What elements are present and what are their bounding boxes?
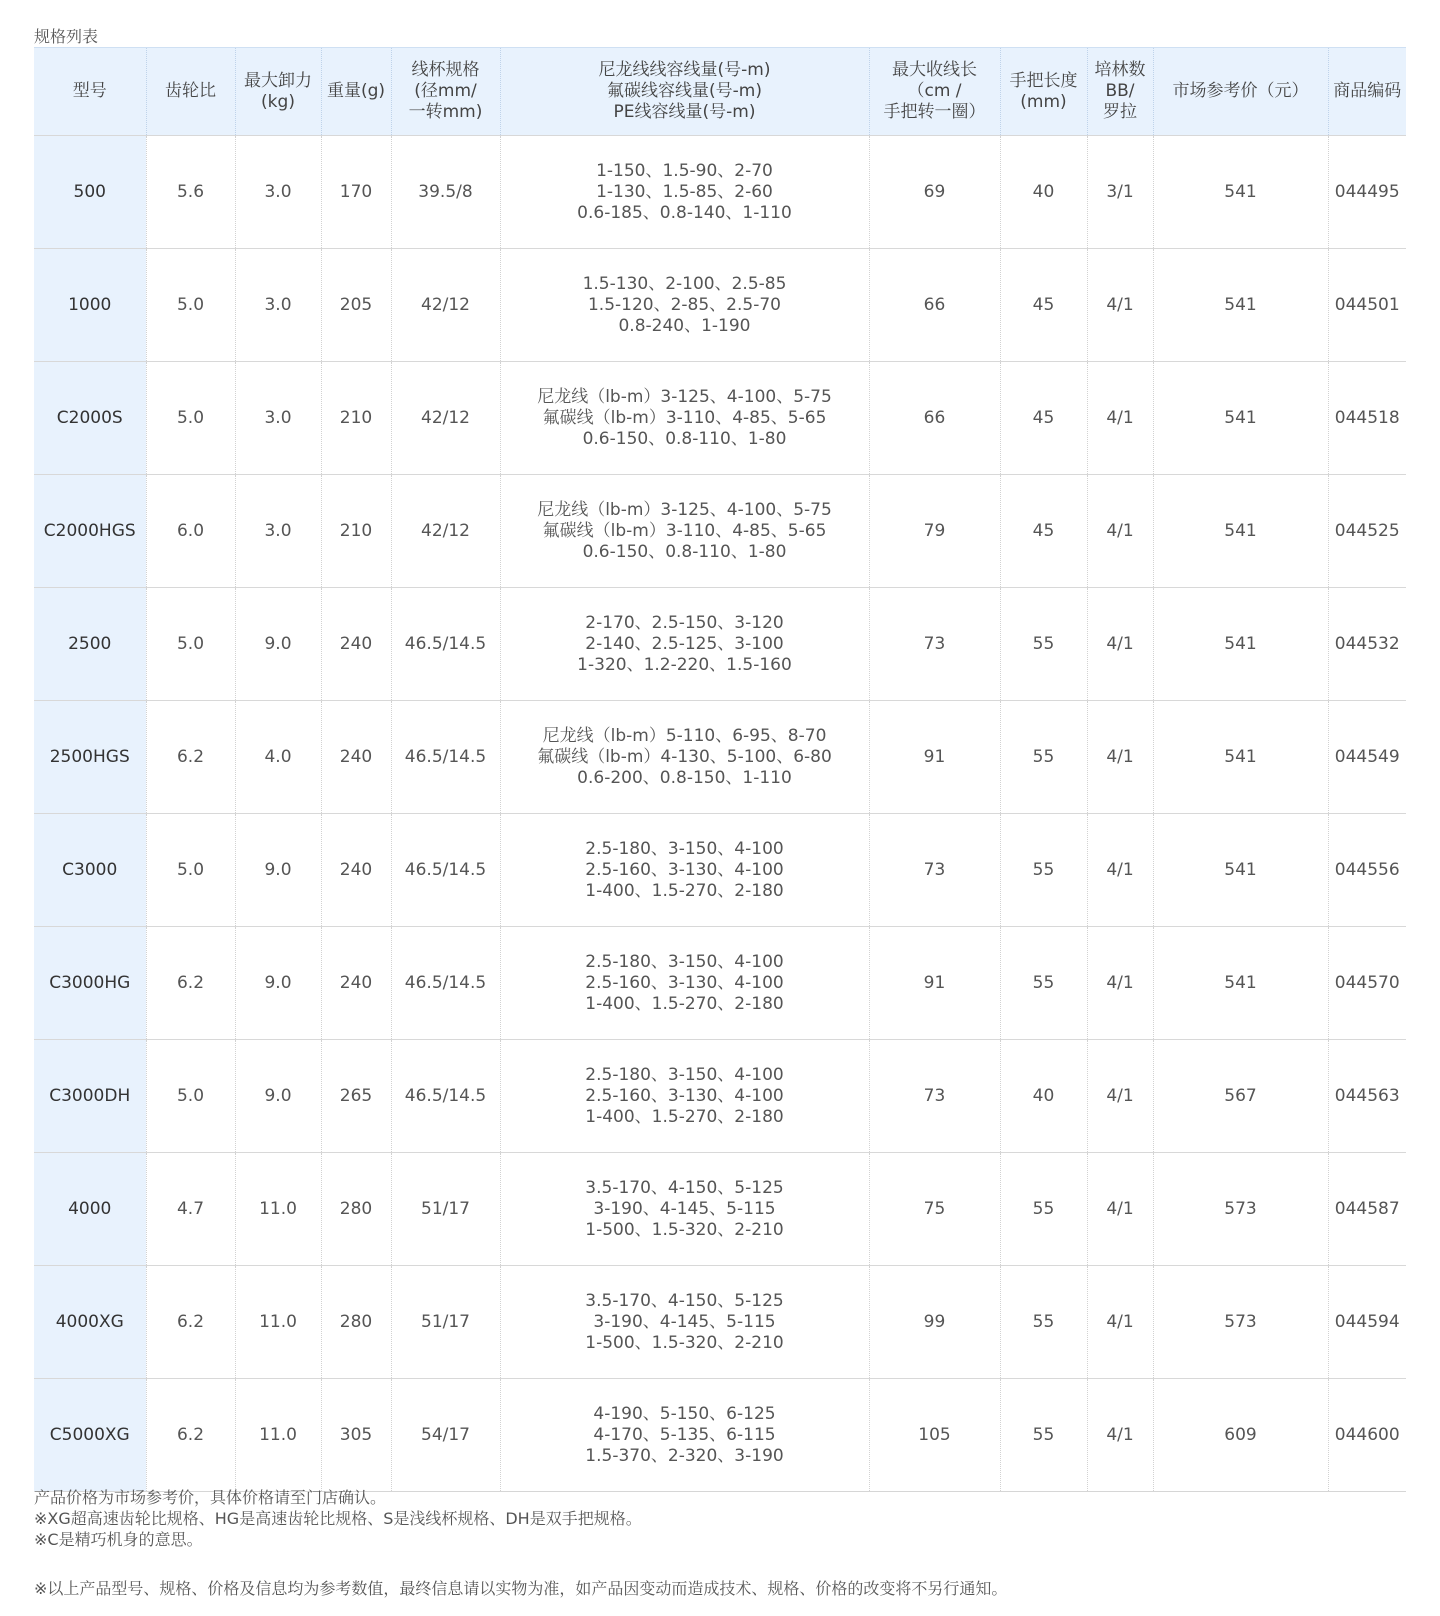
column-header-line: 手把转一圈） <box>883 102 986 122</box>
column-header-model <box>34 48 146 136</box>
table-body <box>34 136 1406 1492</box>
table-row <box>34 136 1406 249</box>
capacity-line: 氟碳线（lb-m）3-110、4-85、5-65 <box>542 407 827 428</box>
capacity-line: 2.5-160、3-130、4-100 <box>585 1085 784 1106</box>
table-row <box>34 1153 1406 1266</box>
column-header-line: 商品编码 <box>1333 81 1402 101</box>
cell-price: 541 <box>1153 927 1328 1040</box>
cell-drag: 11.0 <box>235 1379 321 1492</box>
capacity-line: 4-170、5-135、6-115 <box>593 1424 776 1445</box>
column-header-line: 一转mm) <box>408 102 483 122</box>
cell-gear: 6.2 <box>146 927 235 1040</box>
capacity-line: 1-500、1.5-320、2-210 <box>585 1332 784 1353</box>
column-header-weight <box>321 48 391 136</box>
cell-model: C5000XG <box>34 1379 146 1492</box>
cell-drag: 3.0 <box>235 475 321 588</box>
capacity-line: 1.5-370、2-320、3-190 <box>585 1445 784 1466</box>
cell-model: 1000 <box>34 249 146 362</box>
cell-spool: 42/12 <box>391 249 500 362</box>
capacity-line: 尼龙线（lb-m）5-110、6-95、8-70 <box>542 725 827 746</box>
cell-price: 567 <box>1153 1040 1328 1153</box>
capacity-line: 3.5-170、4-150、5-125 <box>585 1290 784 1311</box>
cell-bearings: 3/1 <box>1087 136 1153 249</box>
cell-bearings: 4/1 <box>1087 1266 1153 1379</box>
column-header-handle <box>1000 48 1087 136</box>
table-header-row <box>34 48 1406 136</box>
cell-retrieve: 66 <box>869 362 1000 475</box>
cell-retrieve: 75 <box>869 1153 1000 1266</box>
cell-handle: 55 <box>1000 927 1087 1040</box>
cell-gear: 5.0 <box>146 814 235 927</box>
table-row <box>34 588 1406 701</box>
cell-price: 541 <box>1153 588 1328 701</box>
cell-spool: 51/17 <box>391 1266 500 1379</box>
cell-weight: 210 <box>321 362 391 475</box>
cell-model: C3000DH <box>34 1040 146 1153</box>
table-row <box>34 1379 1406 1492</box>
page-title: 规格列表 <box>34 27 99 46</box>
cell-capacity <box>500 1153 869 1266</box>
cell-gear: 6.0 <box>146 475 235 588</box>
cell-bearings: 4/1 <box>1087 1040 1153 1153</box>
cell-capacity <box>500 1040 869 1153</box>
capacity-line: 尼龙线（lb-m）3-125、4-100、5-75 <box>537 386 832 407</box>
cell-weight: 210 <box>321 475 391 588</box>
cell-drag: 9.0 <box>235 927 321 1040</box>
table-row <box>34 362 1406 475</box>
cell-capacity <box>500 588 869 701</box>
cell-gear: 6.2 <box>146 1266 235 1379</box>
capacity-line: 2-170、2.5-150、3-120 <box>585 612 784 633</box>
cell-capacity <box>500 249 869 362</box>
capacity-line: 4-190、5-150、6-125 <box>593 1403 776 1424</box>
cell-model: 2500 <box>34 588 146 701</box>
cell-spool: 54/17 <box>391 1379 500 1492</box>
cell-capacity <box>500 1266 869 1379</box>
cell-retrieve: 66 <box>869 249 1000 362</box>
cell-model: 4000 <box>34 1153 146 1266</box>
column-header-line: 氟碳线容线量(号-m) <box>607 81 762 101</box>
table-row <box>34 814 1406 927</box>
footnote-suffix-meaning: ※XG超高速齿轮比规格、HG是高速齿轮比规格、S是浅线杯规格、DH是双手把规格。 <box>34 1509 642 1528</box>
cell-spool: 46.5/14.5 <box>391 588 500 701</box>
capacity-line: 3-190、4-145、5-115 <box>593 1198 776 1219</box>
cell-code: 044495 <box>1328 136 1406 249</box>
cell-gear: 6.2 <box>146 701 235 814</box>
capacity-line: 0.6-185、0.8-140、1-110 <box>577 202 792 223</box>
column-header-line: 最大收线长 <box>892 60 977 80</box>
cell-weight: 280 <box>321 1266 391 1379</box>
column-header-line: 罗拉 <box>1103 102 1137 122</box>
column-header-line: 最大卸力 <box>244 70 312 91</box>
table-row <box>34 927 1406 1040</box>
cell-model: C2000HGS <box>34 475 146 588</box>
cell-code: 044518 <box>1328 362 1406 475</box>
cell-spool: 46.5/14.5 <box>391 927 500 1040</box>
column-header-gear <box>146 48 235 136</box>
cell-bearings: 4/1 <box>1087 927 1153 1040</box>
column-header-line: (径mm/ <box>414 81 477 101</box>
cell-weight: 305 <box>321 1379 391 1492</box>
cell-spool: 46.5/14.5 <box>391 701 500 814</box>
cell-model: 4000XG <box>34 1266 146 1379</box>
cell-bearings: 4/1 <box>1087 362 1153 475</box>
capacity-line: 3-190、4-145、5-115 <box>593 1311 776 1332</box>
cell-weight: 205 <box>321 249 391 362</box>
capacity-line: 1.5-120、2-85、2.5-70 <box>587 294 781 315</box>
cell-drag: 9.0 <box>235 1040 321 1153</box>
cell-weight: 240 <box>321 814 391 927</box>
cell-drag: 4.0 <box>235 701 321 814</box>
table-row <box>34 1040 1406 1153</box>
cell-gear: 5.6 <box>146 136 235 249</box>
column-header-line: 尼龙线线容线量(号-m) <box>598 60 771 80</box>
column-header-capacity <box>500 48 869 136</box>
table-row <box>34 701 1406 814</box>
capacity-line: 尼龙线（lb-m）3-125、4-100、5-75 <box>537 499 832 520</box>
spec-table <box>34 47 1406 1492</box>
cell-drag: 9.0 <box>235 588 321 701</box>
column-header-bearings <box>1087 48 1153 136</box>
cell-code: 044570 <box>1328 927 1406 1040</box>
column-header-code <box>1328 48 1406 136</box>
cell-handle: 40 <box>1000 1040 1087 1153</box>
capacity-line: 2.5-160、3-130、4-100 <box>585 859 784 880</box>
cell-bearings: 4/1 <box>1087 1379 1153 1492</box>
cell-retrieve: 79 <box>869 475 1000 588</box>
cell-retrieve: 91 <box>869 927 1000 1040</box>
cell-capacity <box>500 362 869 475</box>
cell-code: 044525 <box>1328 475 1406 588</box>
cell-code: 044549 <box>1328 701 1406 814</box>
cell-bearings: 4/1 <box>1087 249 1153 362</box>
cell-price: 609 <box>1153 1379 1328 1492</box>
capacity-line: 氟碳线（lb-m）4-130、5-100、6-80 <box>537 746 832 767</box>
capacity-line: 1-400、1.5-270、2-180 <box>585 1106 784 1127</box>
cell-handle: 45 <box>1000 362 1087 475</box>
cell-retrieve: 99 <box>869 1266 1000 1379</box>
cell-spool: 42/12 <box>391 475 500 588</box>
cell-code: 044501 <box>1328 249 1406 362</box>
cell-price: 541 <box>1153 701 1328 814</box>
cell-retrieve: 105 <box>869 1379 1000 1492</box>
capacity-line: 0.8-240、1-190 <box>618 315 751 336</box>
cell-weight: 265 <box>321 1040 391 1153</box>
cell-drag: 3.0 <box>235 249 321 362</box>
cell-weight: 280 <box>321 1153 391 1266</box>
cell-drag: 9.0 <box>235 814 321 927</box>
capacity-line: 1-150、1.5-90、2-70 <box>596 160 773 181</box>
capacity-line: 1.5-130、2-100、2.5-85 <box>582 273 787 294</box>
cell-model: 2500HGS <box>34 701 146 814</box>
footnote-price: 产品价格为市场参考价，具体价格请至门店确认。 <box>34 1488 387 1507</box>
cell-code: 044563 <box>1328 1040 1406 1153</box>
cell-bearings: 4/1 <box>1087 588 1153 701</box>
cell-spool: 39.5/8 <box>391 136 500 249</box>
cell-code: 044600 <box>1328 1379 1406 1492</box>
cell-capacity <box>500 1379 869 1492</box>
cell-bearings: 4/1 <box>1087 701 1153 814</box>
cell-drag: 3.0 <box>235 136 321 249</box>
cell-handle: 40 <box>1000 136 1087 249</box>
cell-handle: 55 <box>1000 1266 1087 1379</box>
cell-weight: 170 <box>321 136 391 249</box>
cell-bearings: 4/1 <box>1087 475 1153 588</box>
column-header-line: 培林数 <box>1094 60 1146 80</box>
cell-handle: 55 <box>1000 701 1087 814</box>
column-header-line: 市场参考价（元） <box>1172 81 1309 101</box>
cell-bearings: 4/1 <box>1087 1153 1153 1266</box>
cell-model: C3000HG <box>34 927 146 1040</box>
capacity-line: 2.5-180、3-150、4-100 <box>585 951 784 972</box>
cell-spool: 51/17 <box>391 1153 500 1266</box>
cell-code: 044556 <box>1328 814 1406 927</box>
capacity-line: 1-500、1.5-320、2-210 <box>585 1219 784 1240</box>
cell-retrieve: 73 <box>869 588 1000 701</box>
capacity-line: 1-400、1.5-270、2-180 <box>585 993 784 1014</box>
cell-bearings: 4/1 <box>1087 814 1153 927</box>
capacity-line: 0.6-150、0.8-110、1-80 <box>582 428 787 449</box>
cell-retrieve: 73 <box>869 1040 1000 1153</box>
capacity-line: 0.6-150、0.8-110、1-80 <box>582 541 787 562</box>
capacity-line: 2-140、2.5-125、3-100 <box>585 633 784 654</box>
cell-drag: 11.0 <box>235 1153 321 1266</box>
cell-weight: 240 <box>321 927 391 1040</box>
column-header-line: 齿轮比 <box>165 81 216 101</box>
cell-capacity <box>500 927 869 1040</box>
cell-code: 044587 <box>1328 1153 1406 1266</box>
cell-drag: 3.0 <box>235 362 321 475</box>
capacity-line: 2.5-180、3-150、4-100 <box>585 1064 784 1085</box>
column-header-retrieve <box>869 48 1000 136</box>
column-header-line: BB/ <box>1105 81 1135 101</box>
column-header-drag <box>235 48 321 136</box>
cell-weight: 240 <box>321 588 391 701</box>
cell-model: C2000S <box>34 362 146 475</box>
cell-handle: 55 <box>1000 588 1087 701</box>
cell-handle: 55 <box>1000 814 1087 927</box>
capacity-line: 2.5-160、3-130、4-100 <box>585 972 784 993</box>
footnotes <box>34 1487 642 1550</box>
cell-retrieve: 69 <box>869 136 1000 249</box>
cell-gear: 5.0 <box>146 1040 235 1153</box>
cell-price: 541 <box>1153 249 1328 362</box>
cell-price: 541 <box>1153 362 1328 475</box>
capacity-line: 0.6-200、0.8-150、1-110 <box>577 767 792 788</box>
column-header-line: (kg) <box>261 91 295 112</box>
column-header-line: 线杯规格 <box>411 60 480 80</box>
cell-handle: 45 <box>1000 249 1087 362</box>
capacity-line: 3.5-170、4-150、5-125 <box>585 1177 784 1198</box>
column-header-line: 手把长度 <box>1009 70 1078 91</box>
cell-handle: 45 <box>1000 475 1087 588</box>
cell-handle: 55 <box>1000 1379 1087 1492</box>
cell-price: 541 <box>1153 475 1328 588</box>
cell-retrieve: 91 <box>869 701 1000 814</box>
cell-code: 044532 <box>1328 588 1406 701</box>
footnote-c-meaning: ※C是精巧机身的意思。 <box>34 1530 203 1549</box>
cell-model: 500 <box>34 136 146 249</box>
capacity-line: 1-320、1.2-220、1.5-160 <box>577 654 792 675</box>
column-header-line: 型号 <box>72 81 107 101</box>
column-header-line: （cm / <box>907 81 962 101</box>
cell-gear: 4.7 <box>146 1153 235 1266</box>
column-header-line: (mm) <box>1020 91 1067 112</box>
cell-retrieve: 73 <box>869 814 1000 927</box>
cell-capacity <box>500 701 869 814</box>
cell-drag: 11.0 <box>235 1266 321 1379</box>
column-header-price <box>1153 48 1328 136</box>
capacity-line: 氟碳线（lb-m）3-110、4-85、5-65 <box>542 520 827 541</box>
cell-capacity <box>500 475 869 588</box>
disclaimer: ※以上产品型号、规格、价格及信息均为参考数值，最终信息请以实物为准，如产品因变动而造成技术、规格、价格的改变将不另行通知。 <box>34 1579 1008 1598</box>
table-row <box>34 249 1406 362</box>
cell-gear: 6.2 <box>146 1379 235 1492</box>
cell-price: 541 <box>1153 136 1328 249</box>
cell-spool: 46.5/14.5 <box>391 814 500 927</box>
cell-price: 573 <box>1153 1153 1328 1266</box>
cell-gear: 5.0 <box>146 362 235 475</box>
table-row <box>34 1266 1406 1379</box>
cell-gear: 5.0 <box>146 588 235 701</box>
cell-spool: 42/12 <box>391 362 500 475</box>
cell-capacity <box>500 136 869 249</box>
column-header-line: PE线容线量(号-m) <box>613 102 756 122</box>
cell-price: 573 <box>1153 1266 1328 1379</box>
cell-capacity <box>500 814 869 927</box>
cell-weight: 240 <box>321 701 391 814</box>
cell-code: 044594 <box>1328 1266 1406 1379</box>
cell-gear: 5.0 <box>146 249 235 362</box>
cell-price: 541 <box>1153 814 1328 927</box>
capacity-line: 1-130、1.5-85、2-60 <box>596 181 773 202</box>
capacity-line: 1-400、1.5-270、2-180 <box>585 880 784 901</box>
table-row <box>34 475 1406 588</box>
cell-spool: 46.5/14.5 <box>391 1040 500 1153</box>
cell-model: C3000 <box>34 814 146 927</box>
column-header-spool <box>391 48 500 136</box>
cell-handle: 55 <box>1000 1153 1087 1266</box>
capacity-line: 2.5-180、3-150、4-100 <box>585 838 784 859</box>
column-header-line: 重量(g) <box>326 81 386 101</box>
